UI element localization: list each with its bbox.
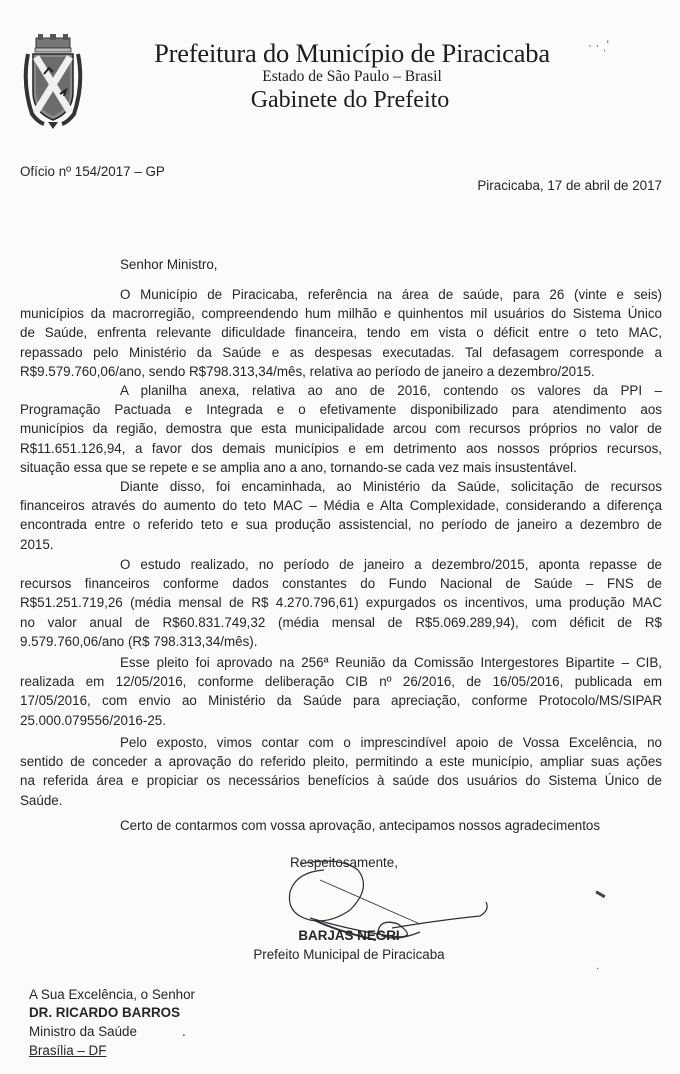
scan-speck: ·	[596, 963, 600, 974]
text-line: O estudo realizado, no período de janeiro a dezembro/2015, aponta repasse de	[120, 557, 662, 572]
closing-line: Certo de contarmos com vossa aprovação, antecipamos nossos agradecimentos	[120, 818, 601, 833]
text-line: Diante disso, foi encaminhada, ao Ministério da Saúde, solicitação de recursos	[120, 479, 662, 494]
scan-speck: .	[182, 1024, 186, 1039]
signer-role: Prefeito Municipal de Piracicaba	[253, 947, 445, 962]
text-line: 2015.	[20, 536, 54, 552]
scan-speck: ▬	[593, 886, 609, 901]
text-line: R$9.579.760,06/ano, sendo R$798.313,34/mês, relativa ao período de janeiro a dezembro/2015.	[20, 363, 595, 379]
text-line: municípios da região, demostra que esta municipalidade arcou com recursos próprios no valor de	[20, 421, 662, 437]
text-line: na referida área e propiciar os necessários benefícios à saúde dos usuários do Sistema Único de	[20, 773, 662, 789]
salutation: Senhor Ministro,	[120, 257, 218, 272]
addressee-name: DR. RICARDO BARROS	[29, 1005, 181, 1020]
letter-date: Piracicaba, 17 de abril de 2017	[477, 178, 662, 193]
scan-specks: · · ˌ'	[588, 38, 609, 52]
letter-reference: Ofício nº 154/2017 – GP	[20, 164, 165, 179]
text-line: repassado pelo Ministério da Saúde e as despesas executadas. Tal defasagem corresponde a	[20, 344, 662, 360]
paragraph-1	[20, 287, 662, 383]
text-line: recursos financeiros conforme dados constantes do Fundo Nacional de Saúde – FNS de	[20, 576, 662, 592]
text-line: de Saúde, enfrenta relevante dificuldade financeira, tendo em vista o déficit entre o teto MAC,	[20, 325, 662, 341]
text-line: situação essa que se repete e se amplia ano a ano, tornando-se cada vez mais insustentável.	[20, 459, 577, 475]
text-line: sentido de conceder a aprovação do referido pleito, permitindo a este município, ampliar suas ações	[20, 754, 662, 770]
paragraph-4	[20, 557, 662, 653]
text-line: 17/05/2016, com envio ao Ministério da Saúde para apreciação, conforme Protocolo/MS/SIPAR	[20, 693, 662, 709]
text-line: Programação Pactuada e Integrada e o efetivamente disponibilizado para atendimento aos	[20, 402, 662, 418]
text-line: A planilha anexa, relativa ao ano de 2016, contendo os valores da PPI –	[120, 383, 662, 398]
addressee-salutation: A Sua Excelência, o Senhor	[29, 987, 196, 1002]
letterhead-title: Prefeitura do Município de Piracicaba	[154, 38, 550, 68]
text-line: R$11.651.126,94, a favor dos demais municípios e em detrimento aos nossos próprios recursos,	[20, 440, 662, 456]
letterhead-state: Estado de São Paulo – Brasil	[262, 68, 442, 85]
text-line: municípios da macrorregião, compreendendo hum milhão e quinhentos mil usuários do Sistema Único	[20, 306, 662, 322]
addressee-location: Brasília – DF	[29, 1043, 107, 1058]
text-line: Saúde.	[20, 792, 63, 808]
addressee-title: Ministro da Saúde	[29, 1024, 137, 1039]
text-line: financeiros através do aumento do teto MAC – Média e Alta Complexidade, considerando a diferença	[20, 498, 662, 514]
paragraph-5	[20, 655, 662, 732]
text-line: no valor anual de R$60.831.749,32 (média mensal de R$5.069.289,94), com déficit de R$	[20, 614, 662, 630]
text-line: 9.579.760,06/ano (R$ 798.313,34/mês).	[20, 633, 258, 649]
text-line: encontrada entre o referido teto e sua produção assistencial, no período de janeiro a dezembro de	[20, 517, 662, 533]
text-line: R$51.251.719,26 (média mensal de R$ 4.270.796,61) expurgados os incentivos, uma produção MAC	[20, 595, 662, 611]
valediction: Respeitosamente,	[290, 855, 398, 870]
text-line: 25.000.079556/2016-25.	[20, 712, 166, 728]
signer-name: BARJAS NEGRI	[298, 928, 400, 943]
text-line: Esse pleito foi aprovado na 256ª Reunião da Comissão Intergestores Bipartite – CIB,	[120, 655, 662, 670]
paragraph-6	[20, 735, 662, 812]
text-line: O Município de Piracicaba, referência na área de saúde, para 26 (vinte e seis)	[120, 287, 662, 302]
text-line: realizada em 12/05/2016, conforme deliberação CIB nº 26/2016, de 16/05/2016, publicada em	[20, 674, 662, 690]
paragraph-2	[20, 383, 662, 479]
paragraph-3	[20, 479, 662, 556]
text-line: Pelo exposto, vimos contar com o imprescindível apoio de Vossa Excelência, no	[120, 735, 662, 750]
letterhead-office: Gabinete do Prefeito	[250, 87, 450, 113]
